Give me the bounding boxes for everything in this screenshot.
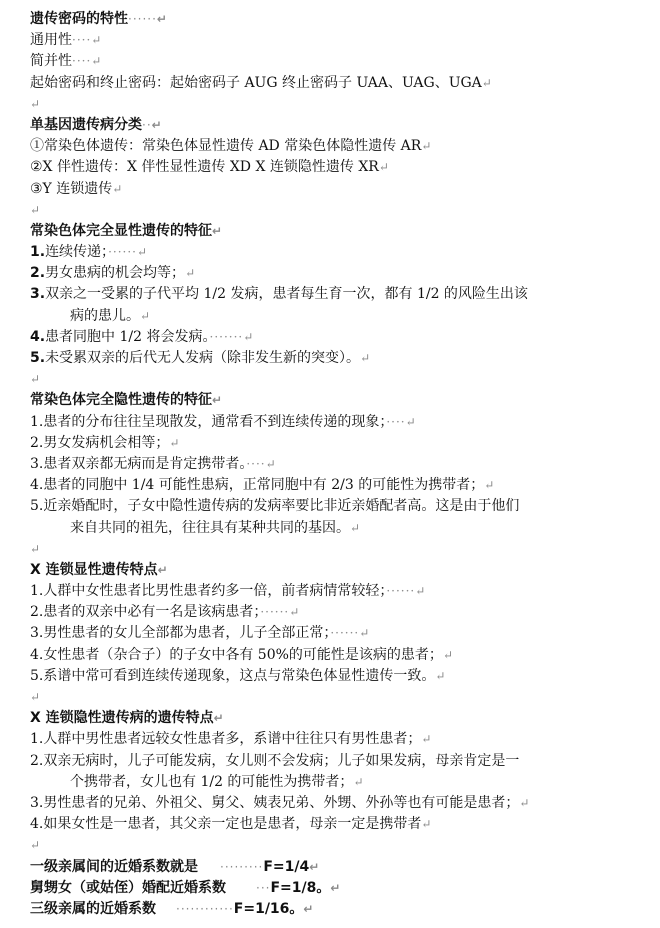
empty-line: ↵ xyxy=(30,838,41,853)
list-item: 2.双亲无病时，儿子可能发病，女儿则不会发病；儿子如果发病，母亲肯定是一 xyxy=(30,752,520,769)
empty-line: ↵ xyxy=(30,690,41,704)
empty-line: ↵ xyxy=(30,202,41,217)
coefficient-line: 三级亲属的近婚系数 ············F=1/16。↵ xyxy=(30,900,314,917)
list-item: 3.男性患者的兄弟、外祖父、舅父、姨表兄弟、外甥、外孙等也有可能是患者；↵ xyxy=(30,794,530,811)
list-item: 1.连续传递；······↵ xyxy=(30,244,148,261)
list-item: 5.系谱中常可看到连续传递现象，这点与常染色体显性遗传一致。↵ xyxy=(30,667,446,684)
section-title: X 连锁隐性遗传病的遗传特点↵ xyxy=(30,710,224,727)
list-item: ①常染色体遗传：常染色体显性遗传 AD 常染色体隐性遗传 AR↵ xyxy=(30,138,432,155)
empty-line: ↵ xyxy=(30,372,41,387)
section-title: 单基因遗传病分类··↵ xyxy=(30,116,162,133)
list-item: ②X 伴性遗传：X 伴性显性遗传 XD X 连锁隐性遗传 XR↵ xyxy=(30,159,389,176)
empty-line: ↵ xyxy=(30,541,41,556)
list-item: 1.人群中女性患者比男性患者约多一倍，前者病情常较轻；······↵ xyxy=(30,583,426,600)
list-item: 5.近亲婚配时，子女中隐性遗传病的发病率要比非近亲婚配者高。这是由于他们 xyxy=(30,498,520,515)
section-title: 常染色体完全显性遗传的特征↵ xyxy=(30,222,223,239)
list-item: 4.患者的同胞中 1/4 可能性患病，正常同胞中有 2/3 的可能性为携带者；↵ xyxy=(30,477,495,494)
list-item: 2.患者的双亲中必有一名是该病患者；······↵ xyxy=(30,604,300,621)
list-item: 简并性····↵ xyxy=(30,53,102,70)
coefficient-line: 舅甥女（或姑侄）婚配近婚系数 ···F=1/8。↵ xyxy=(30,879,341,896)
list-item-continuation: 病的患儿。↵ xyxy=(70,307,151,324)
list-item: 1.患者的分布往往呈现散发，通常看不到连续传递的现象；····↵ xyxy=(30,413,416,430)
list-item-continuation: 来自共同的祖先，往往具有某种共同的基因。↵ xyxy=(70,519,361,536)
list-item: 5.未受累双亲的后代无人发病（除非发生新的突变）。↵ xyxy=(30,350,371,366)
list-item: 4.女性患者（杂合子）的子女中各有 50%的可能性是该病的患者；↵ xyxy=(30,646,453,663)
empty-line: ↵ xyxy=(30,96,41,111)
list-item: 3.双亲之一受累的子代平均 1/2 发病，患者每生育一次，都有 1/2 的风险生出该 xyxy=(30,286,528,303)
section-title: 常染色体完全隐性遗传的特征↵ xyxy=(30,392,223,409)
coefficient-line: 一级亲属间的近婚系数就是 ·········F=1/4↵ xyxy=(30,858,320,875)
list-item: 4.如果女性是一患者，其父亲一定也是患者，母亲一定是携带者↵ xyxy=(30,816,432,833)
list-item: 起始密码和终止密码：起始密码子 AUG 终止密码子 UAA、UAG、UGA↵ xyxy=(30,74,492,91)
list-item: 通用性····↵ xyxy=(30,32,102,49)
list-item: 3.男性患者的女儿全部都为患者，儿子全部正常；······↵ xyxy=(30,625,370,642)
list-item: 1.人群中男性患者远较女性患者多，系谱中往往只有男性患者；↵ xyxy=(30,731,432,748)
list-item: 2.男女患病的机会均等；↵ xyxy=(30,265,196,282)
list-item-continuation: 个携带者，女儿也有 1/2 的可能性为携带者；↵ xyxy=(70,773,364,790)
section-title: X 连锁显性遗传特点↵ xyxy=(30,561,168,578)
section-title: 遗传密码的特性······↵ xyxy=(30,11,167,27)
list-item: ③Y 连锁遗传↵ xyxy=(30,180,123,197)
list-item: 4.患者同胞中 1/2 将会发病。·······↵ xyxy=(30,328,254,345)
list-item: 3.患者双亲都无病而是肯定携带者。····↵ xyxy=(30,455,276,472)
list-item: 2.男女发病机会相等；↵ xyxy=(30,434,180,451)
